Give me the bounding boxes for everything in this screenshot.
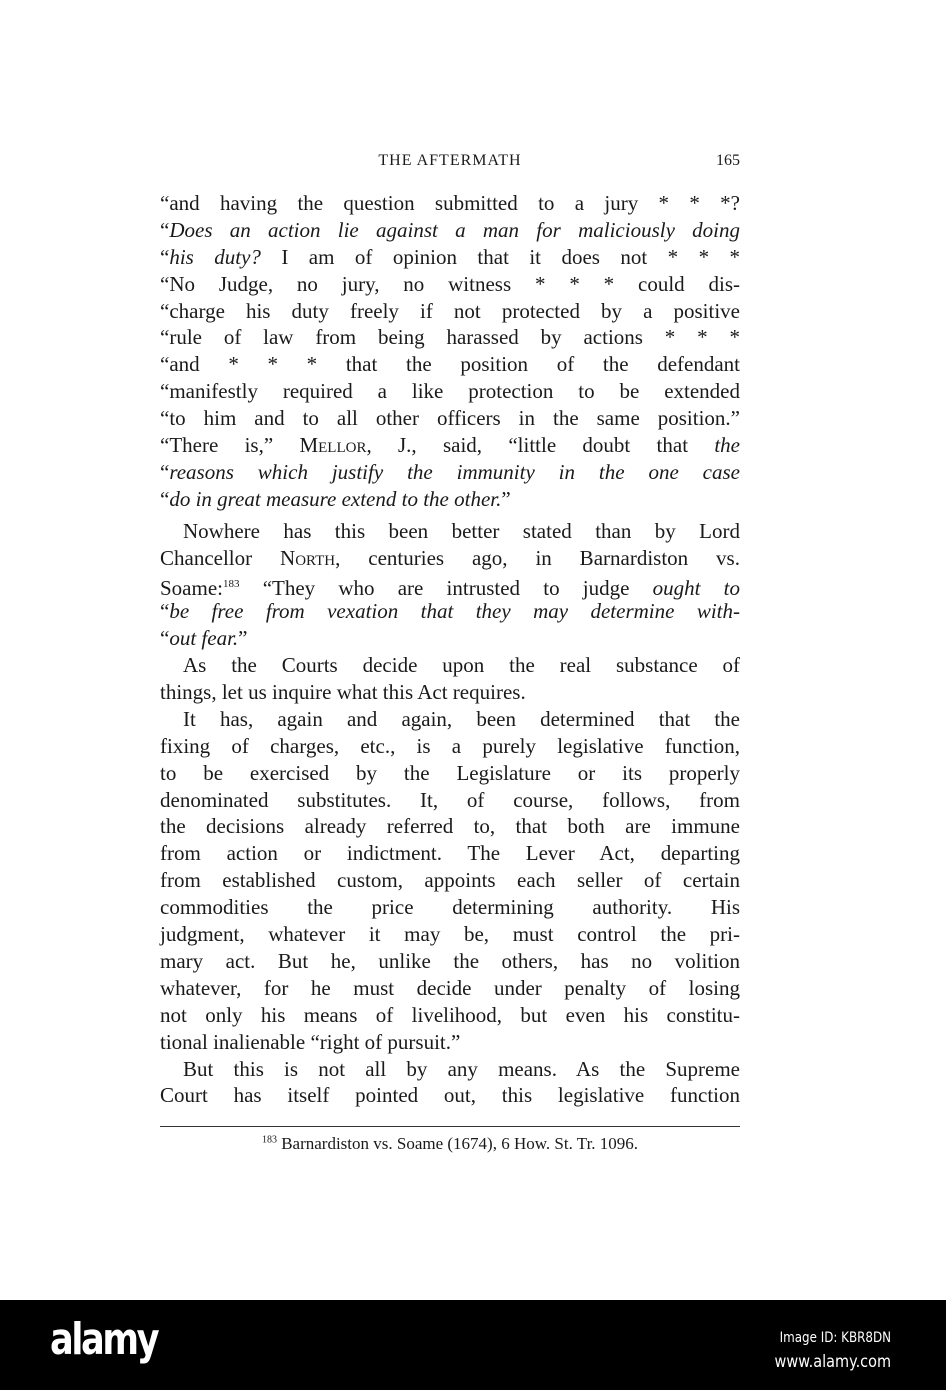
text-line xyxy=(160,271,740,298)
text-line xyxy=(160,459,740,486)
header-title: THE AFTERMATH xyxy=(378,152,522,169)
text-line xyxy=(160,244,740,271)
text-segment: Nowhere has this been better stated than by Lord xyxy=(183,518,740,543)
text-line xyxy=(160,787,740,814)
text-line xyxy=(160,486,740,513)
text-segment: “There is,” xyxy=(160,433,300,458)
body-text xyxy=(160,190,740,1109)
text-segment: But this is not all by any means. As the Supreme xyxy=(183,1056,740,1081)
text-line xyxy=(160,217,740,244)
text-segment: fixing of charges, etc., is a purely legislative function, xyxy=(160,733,740,758)
text-line xyxy=(160,813,740,840)
text-segment: judgment, whatever it may be, must control the pri- xyxy=(160,922,740,947)
text-segment: , centuries ago, in Barnardiston vs. xyxy=(335,545,740,570)
text-segment: “ xyxy=(160,459,170,484)
text-segment: “ xyxy=(160,217,170,242)
text-segment: things, let us inquire what this Act requires. xyxy=(160,680,526,705)
text-line xyxy=(160,571,741,601)
text-line xyxy=(160,867,740,894)
text-segment: whatever, for he must decide under penalty of losing xyxy=(160,975,740,1000)
text-segment: “ xyxy=(160,599,170,624)
text-line xyxy=(160,760,740,787)
text-segment: “to him and to all other officers in the same position.” xyxy=(160,406,740,431)
text-segment: “charge his duty freely if not protected by a positive xyxy=(160,298,740,323)
text-segment: “and having the question submitted to a jury * * *? xyxy=(160,191,740,215)
text-segment: not only his means of livelihood, but even his constitu- xyxy=(160,1002,740,1027)
text-segment: “ xyxy=(160,244,170,269)
text-line xyxy=(160,1082,740,1109)
italic-text: reasons which justify the immunity in the one case xyxy=(169,459,740,484)
footnote-text: Barnardiston vs. Soame (1674), 6 How. St. Tr. 1096. xyxy=(276,1134,639,1153)
italic-text: be free from vexation that they may determine with- xyxy=(169,599,740,624)
text-line xyxy=(160,378,740,405)
text-segment: “ xyxy=(160,486,170,511)
text-segment: “No Judge, no jury, no witness * * * could dis- xyxy=(160,271,740,296)
text-line xyxy=(160,298,740,325)
text-segment: , J., said, “little doubt that xyxy=(366,433,715,458)
italic-text: ought to xyxy=(652,576,741,601)
text-segment: ” xyxy=(238,626,248,651)
text-line xyxy=(160,625,740,652)
text-line xyxy=(160,894,740,921)
text-segment: the decisions already referred to, that both are immune xyxy=(160,814,740,839)
text-line xyxy=(160,518,740,545)
watermark-bar xyxy=(0,1300,946,1390)
text-segment: Chancellor xyxy=(160,545,281,570)
footnote-divider xyxy=(160,1126,740,1127)
page-number: 165 xyxy=(716,152,740,169)
italic-text: do in great measure extend to the other. xyxy=(169,486,502,511)
text-line xyxy=(160,190,740,217)
text-segment: “manifestly required a like protection to be extended xyxy=(160,379,740,404)
text-segment: “They who are intrusted to judge xyxy=(239,576,653,601)
text-line xyxy=(160,1002,740,1029)
text-segment: tional inalienable “right of pursuit.” xyxy=(160,1029,461,1054)
text-line xyxy=(160,1056,740,1083)
text-line xyxy=(160,840,740,867)
text-line xyxy=(160,545,740,572)
text-line xyxy=(160,948,740,975)
text-line xyxy=(160,706,740,733)
text-segment: I am of opinion that it does not * * * xyxy=(260,244,741,269)
footnote-reference: 183 xyxy=(223,578,240,591)
text-segment: commodities the price determining authority. His xyxy=(160,895,740,920)
name-small-caps: North xyxy=(280,545,336,570)
footnote xyxy=(160,1134,740,1154)
text-line xyxy=(160,324,740,351)
text-line xyxy=(160,733,740,760)
text-line xyxy=(160,652,740,679)
italic-text: his duty? xyxy=(169,244,261,269)
text-segment: from action or indictment. The Lever Act, departing xyxy=(160,841,740,866)
text-segment: “ xyxy=(160,626,170,651)
text-line xyxy=(160,405,740,432)
text-line xyxy=(160,351,740,378)
text-segment: “rule of law from being harassed by actions * * * xyxy=(160,325,740,350)
text-line xyxy=(160,1029,740,1056)
italic-text: out fear. xyxy=(169,626,239,651)
name-small-caps: Mellor xyxy=(299,433,367,458)
text-segment: As the Courts decide upon the real substance of xyxy=(183,653,740,678)
text-segment: “and * * * that the position of the defendant xyxy=(160,352,740,377)
text-segment: mary act. But he, unlike the others, has no volition xyxy=(160,948,740,973)
footnote-number: 183 xyxy=(261,1134,277,1146)
text-line xyxy=(160,432,740,459)
text-line xyxy=(160,598,740,625)
text-segment: ” xyxy=(501,486,511,511)
text-segment: from established custom, appoints each seller of certain xyxy=(160,868,740,893)
text-segment: Court has itself pointed out, this legislative function xyxy=(160,1083,740,1108)
image-id: Image ID: KBR8DN xyxy=(779,1330,891,1346)
text-line xyxy=(160,975,740,1002)
text-segment: to be exercised by the Legislature or its properly xyxy=(160,760,740,785)
text-segment: It has, again and again, been determined that the xyxy=(183,706,740,731)
text-line xyxy=(160,921,740,948)
italic-text: the xyxy=(714,433,740,458)
watermark-url: www.alamy.com xyxy=(774,1352,891,1372)
text-segment: Soame: xyxy=(160,576,223,601)
alamy-logo: alamy xyxy=(50,1314,158,1365)
text-segment: denominated substitutes. It, of course, follows, from xyxy=(160,787,740,812)
text-line xyxy=(160,679,740,706)
italic-text: Does an action lie against a man for maliciously doing xyxy=(169,217,740,242)
